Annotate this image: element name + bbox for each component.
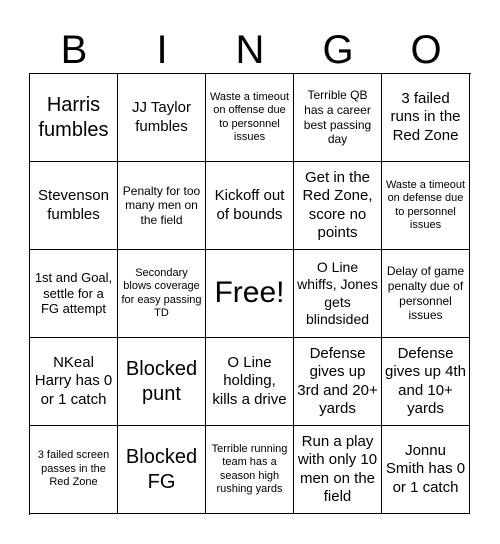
cell-text: Defense gives up 3rd and 20+ yards	[297, 344, 378, 417]
bingo-cell-r5-c4[interactable]	[294, 426, 382, 514]
cell-text: Defense gives up 4th and 10+ yards	[385, 344, 466, 417]
cell-text: 3 failed runs in the Red Zone	[390, 90, 461, 144]
bingo-cell-r5-c5[interactable]	[382, 426, 470, 514]
cell-text: Terrible running team has a season high rushing yards	[211, 442, 288, 495]
bingo-cell-r4-c4[interactable]	[294, 338, 382, 426]
cell-text: 3 failed screen passes in the Red Zone	[37, 449, 110, 489]
bingo-cell-r1-c2[interactable]	[118, 74, 206, 162]
cell-text: Blocked punt	[125, 358, 198, 405]
cell-text: Run a play with only 10 men on the field	[297, 432, 378, 505]
cell-text: O Line whiffs, Jones gets blindsided	[297, 259, 378, 327]
header-letter-o: O	[410, 28, 442, 72]
cell-text: Kickoff out of bounds	[214, 187, 285, 223]
bingo-cell-r4-c5[interactable]	[382, 338, 470, 426]
bingo-cell-r1-c4[interactable]	[294, 74, 382, 162]
bingo-cell-r4-c2[interactable]	[118, 338, 206, 426]
bingo-cell-r1-c1[interactable]	[30, 74, 118, 162]
free-space-text: Free!	[214, 276, 285, 310]
bingo-cell-r3-c5[interactable]	[382, 250, 470, 338]
cell-text: Waste a timeout on defense due to personnel issues	[385, 178, 466, 231]
cell-text: O Line holding, kills a drive	[212, 354, 287, 408]
cell-text: Waste a timeout on offense due to personnel issues	[209, 90, 290, 143]
header-letter-i: I	[156, 28, 168, 72]
cell-text: JJ Taylor fumbles	[132, 99, 191, 135]
bingo-header	[30, 26, 470, 74]
cell-text: Get in the Red Zone, score no points	[302, 168, 373, 241]
bingo-cell-free[interactable]	[206, 250, 294, 338]
cell-text: Harris fumbles	[38, 94, 109, 141]
cell-text: Stevenson fumbles	[38, 187, 109, 223]
bingo-cell-r5-c1[interactable]	[30, 426, 118, 514]
cell-text: Penalty for too many men on the field	[122, 183, 201, 227]
header-letter-b: B	[60, 28, 88, 72]
cell-text: NKeal Harry has 0 or 1 catch	[34, 354, 113, 408]
bingo-cell-r3-c2[interactable]	[118, 250, 206, 338]
bingo-cell-r3-c4[interactable]	[294, 250, 382, 338]
bingo-cell-r1-c3[interactable]	[206, 74, 294, 162]
bingo-cell-r3-c1[interactable]	[30, 250, 118, 338]
bingo-cell-r2-c4[interactable]	[294, 162, 382, 250]
cell-text: Terrible QB has a career best passing day	[303, 88, 372, 147]
bingo-cell-r5-c3[interactable]	[206, 426, 294, 514]
bingo-cell-r5-c2[interactable]	[118, 426, 206, 514]
bingo-cell-r4-c3[interactable]	[206, 338, 294, 426]
cell-text: Delay of game penalty due of personnel issues	[386, 264, 465, 323]
cell-text: Blocked FG	[125, 446, 198, 493]
header-letter-g: G	[322, 28, 354, 72]
bingo-cell-r1-c5[interactable]	[382, 74, 470, 162]
bingo-card-grid	[29, 73, 471, 515]
bingo-cell-r4-c1[interactable]	[30, 338, 118, 426]
bingo-cell-r2-c3[interactable]	[206, 162, 294, 250]
header-letter-n: N	[235, 28, 265, 72]
bingo-cell-r2-c2[interactable]	[118, 162, 206, 250]
cell-text: 1st and Goal, settle for a FG attempt	[34, 269, 113, 317]
cell-text: Jonnu Smith has 0 or 1 catch	[385, 442, 466, 496]
bingo-cell-r2-c1[interactable]	[30, 162, 118, 250]
bingo-cell-r2-c5[interactable]	[382, 162, 470, 250]
cell-text: Secondary blows coverage for easy passing TD	[121, 266, 202, 319]
